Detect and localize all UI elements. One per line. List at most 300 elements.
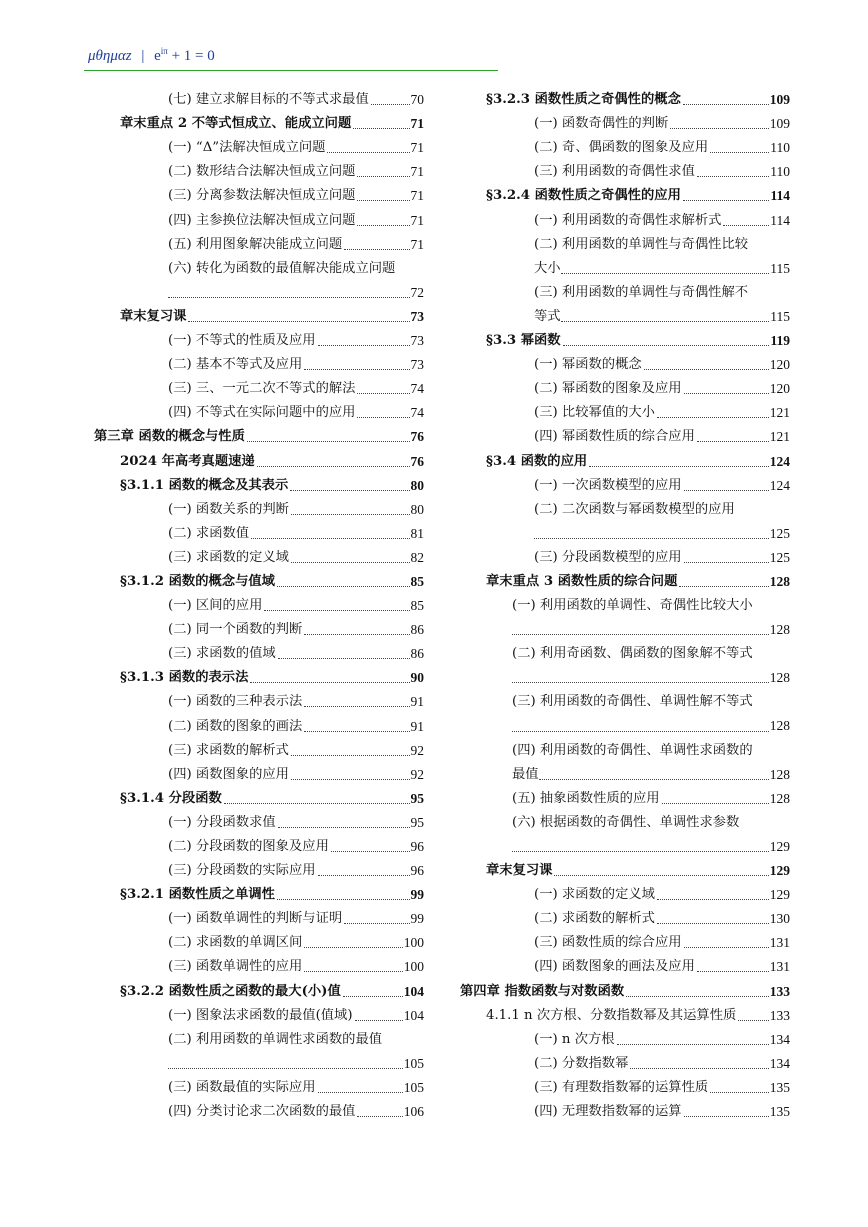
toc-page-number: 95 xyxy=(410,814,424,830)
toc-entry[interactable] xyxy=(94,835,424,859)
toc-entry-title: (二) 利用奇函数、偶函数的图象解不等式 xyxy=(512,646,753,662)
toc-entry[interactable] xyxy=(460,353,790,377)
dot-leader xyxy=(304,369,409,370)
dot-leader xyxy=(318,1092,403,1093)
dot-leader xyxy=(561,273,770,274)
toc-entry-title: (六) 转化为函数的最值解决能成立问题 xyxy=(168,260,396,276)
toc-entry-title: (一) 利用函数的单调性、奇偶性比较大小 xyxy=(512,597,753,613)
dot-leader xyxy=(357,176,409,177)
toc-entry-title: (三) 求函数的解析式 xyxy=(168,742,289,758)
dot-leader xyxy=(318,875,410,876)
toc-entry[interactable] xyxy=(94,1004,424,1028)
dot-leader xyxy=(251,538,409,539)
toc-entry[interactable] xyxy=(460,642,790,690)
toc-entry-title: (一) 利用函数的奇偶性求解析式 xyxy=(534,212,722,228)
dot-leader xyxy=(697,441,769,442)
toc-entry[interactable] xyxy=(94,305,424,329)
toc-entry-title: (二) 分数指数幂 xyxy=(534,1055,629,1071)
toc-entry-title: (三) 分段函数模型的应用 xyxy=(534,549,682,565)
toc-page-number: 81 xyxy=(410,525,424,541)
toc-entry[interactable] xyxy=(94,425,424,449)
toc-entry[interactable] xyxy=(94,883,424,907)
toc-entry[interactable] xyxy=(460,883,790,907)
toc-entry-title: (一) 幂函数的概念 xyxy=(534,357,642,373)
toc-page-number: 121 xyxy=(769,429,790,445)
toc-entry[interactable] xyxy=(460,570,790,594)
dot-leader xyxy=(697,971,769,972)
toc-entry[interactable] xyxy=(94,208,424,232)
toc-entry[interactable] xyxy=(460,425,790,449)
toc-page-number: 71 xyxy=(410,188,424,204)
toc-entry[interactable] xyxy=(460,281,790,329)
dot-leader xyxy=(224,803,410,804)
toc-page-number: 125 xyxy=(769,549,790,565)
toc-entry[interactable] xyxy=(460,1100,790,1124)
dot-leader xyxy=(657,899,769,900)
toc-entry-title: (二) 基本不等式及应用 xyxy=(168,357,303,373)
toc-entry[interactable] xyxy=(94,714,424,738)
toc-entry-title-cont: 大小 xyxy=(534,260,561,276)
toc-page-number: 129 xyxy=(769,887,790,903)
toc-page-number: 86 xyxy=(410,646,424,662)
toc-entry[interactable] xyxy=(94,739,424,763)
toc-entry[interactable] xyxy=(460,112,790,136)
toc-entry[interactable] xyxy=(460,208,790,232)
toc-entry-title: (二) 同一个函数的判断 xyxy=(168,622,303,638)
toc-entry[interactable] xyxy=(460,594,790,642)
toc-entry-title: (一) “Δ”法解决恒成立问题 xyxy=(168,140,326,156)
dot-leader xyxy=(291,755,410,756)
toc-page-number: 128 xyxy=(769,766,790,782)
toc-entry[interactable] xyxy=(94,618,424,642)
toc-entry-title: (二) 幂函数的图象及应用 xyxy=(534,381,682,397)
dot-leader xyxy=(589,466,769,467)
toc-entry[interactable] xyxy=(94,1076,424,1100)
toc-page-number: 73 xyxy=(410,333,424,349)
toc-entry-title: (三) 分离参数法解决恒成立问题 xyxy=(168,188,356,204)
toc-page-number: 100 xyxy=(403,935,424,951)
brand-logo-text: μθημαz xyxy=(88,48,132,64)
toc-page-number: 71 xyxy=(410,236,424,252)
dot-leader xyxy=(304,634,409,635)
toc-entry-title: (一) 区间的应用 xyxy=(168,598,263,614)
dot-leader xyxy=(257,466,410,467)
toc-entry[interactable] xyxy=(460,955,790,979)
toc-entry-title: §3.4 函数的应用 xyxy=(486,453,588,469)
dot-leader xyxy=(657,923,769,924)
dot-leader xyxy=(357,417,409,418)
dot-leader xyxy=(188,321,409,322)
toc-entry[interactable] xyxy=(94,449,424,473)
toc-entry-title: (五) 利用图象解决能成立问题 xyxy=(168,236,343,252)
toc-page-number: 119 xyxy=(770,333,790,349)
toc-entry[interactable] xyxy=(94,955,424,979)
toc-entry-title: (二) 求函数值 xyxy=(168,525,250,541)
toc-entry[interactable] xyxy=(460,739,790,787)
toc-entry[interactable] xyxy=(94,474,424,498)
toc-page-number: 71 xyxy=(410,164,424,180)
toc-page-number: 131 xyxy=(769,959,790,975)
dot-leader xyxy=(344,923,409,924)
dot-leader xyxy=(343,996,403,997)
toc-entry-title: 2024 年高考真题速递 xyxy=(120,453,255,469)
dot-leader xyxy=(679,586,768,587)
toc-entry[interactable] xyxy=(460,401,790,425)
toc-page-number: 80 xyxy=(410,477,424,493)
toc-entry-title: (二) 数形结合法解决恒成立问题 xyxy=(168,164,356,180)
toc-entry[interactable] xyxy=(94,88,424,112)
toc-entry-title: 第三章 函数的概念与性质 xyxy=(94,429,245,445)
toc-entry[interactable] xyxy=(94,979,424,1003)
toc-entry-title: §3.1.2 函数的概念与值域 xyxy=(120,573,275,589)
toc-page-number: 92 xyxy=(410,742,424,758)
dot-leader xyxy=(738,1020,768,1021)
toc-page-number: 100 xyxy=(403,959,424,975)
toc-entry-title: §3.3 幂函数 xyxy=(486,333,561,349)
toc-entry[interactable] xyxy=(94,787,424,811)
toc-entry-title: 章末重点 2 不等式恒成立、能成立问题 xyxy=(120,116,352,132)
dot-leader xyxy=(630,1068,768,1069)
dot-leader xyxy=(512,851,769,852)
toc-entry-title: §3.2.2 函数性质之函数的最大(小)值 xyxy=(120,983,341,999)
toc-page-number: 96 xyxy=(410,863,424,879)
dot-leader xyxy=(353,128,409,129)
toc-page-number: 128 xyxy=(769,622,790,638)
dot-leader xyxy=(290,490,409,491)
toc-page-number: 120 xyxy=(769,381,790,397)
toc-entry[interactable] xyxy=(460,787,790,811)
toc-entry-title: (三) 求函数的值域 xyxy=(168,646,276,662)
toc-page-number: 104 xyxy=(403,983,424,999)
toc-page-number: 73 xyxy=(410,357,424,373)
dot-leader xyxy=(277,586,410,587)
toc-entry-title: (二) 分段函数的图象及应用 xyxy=(168,839,329,854)
toc-page-number: 128 xyxy=(769,790,790,806)
dot-leader xyxy=(291,514,410,515)
toc-page-number: 86 xyxy=(410,622,424,638)
toc-entry[interactable] xyxy=(94,859,424,883)
toc-page-number: 133 xyxy=(769,1007,790,1023)
toc-entry-title: (一) 函数奇偶性的判断 xyxy=(534,116,669,132)
dot-leader xyxy=(683,200,770,201)
dot-leader xyxy=(512,682,769,683)
toc-entry[interactable] xyxy=(460,690,790,738)
toc-page-number: 121 xyxy=(769,405,790,421)
dot-leader xyxy=(357,393,409,394)
toc-entry-title: §3.2.1 函数性质之单调性 xyxy=(120,887,275,903)
dot-leader xyxy=(626,996,769,997)
toc-page-number: 82 xyxy=(410,549,424,565)
toc-entry-title-cont: 最值 xyxy=(512,766,539,782)
dot-leader xyxy=(710,152,769,153)
toc-page-number: 114 xyxy=(770,188,790,204)
dot-leader xyxy=(684,1116,769,1117)
toc-entry[interactable] xyxy=(94,329,424,353)
toc-page-number: 99 xyxy=(410,911,424,927)
toc-entry-title: (一) 一次函数模型的应用 xyxy=(534,477,682,493)
toc-entry-title: (五) 抽象函数性质的应用 xyxy=(512,790,660,806)
dot-leader xyxy=(304,971,402,972)
toc-entry[interactable] xyxy=(94,811,424,835)
toc-page-number: 85 xyxy=(410,573,424,589)
dot-leader xyxy=(344,249,409,250)
toc-entry-title: (一) 求函数的定义域 xyxy=(534,887,655,903)
dot-leader xyxy=(512,634,769,635)
toc-page-number: 95 xyxy=(410,790,424,806)
toc-page-number: 85 xyxy=(410,598,424,614)
toc-entry-title: §3.1.1 函数的概念及其表示 xyxy=(120,477,289,493)
dot-leader xyxy=(331,851,410,852)
toc-entry[interactable] xyxy=(94,907,424,931)
toc-page-number: 131 xyxy=(769,935,790,951)
header-rule xyxy=(84,70,498,71)
toc-page-number: 125 xyxy=(769,525,790,541)
toc-page-number: 96 xyxy=(410,839,424,854)
toc-page-number: 128 xyxy=(769,670,790,686)
toc-entry-title: (一) 函数关系的判断 xyxy=(168,501,289,517)
toc-entry-title: (一) 图象法求函数的最值(值域) xyxy=(168,1007,353,1023)
toc-entry[interactable] xyxy=(94,353,424,377)
toc-page-number: 135 xyxy=(769,1104,790,1120)
toc-entry[interactable] xyxy=(94,377,424,401)
toc-entry-title-cont: 等式 xyxy=(534,308,561,324)
toc-entry[interactable] xyxy=(94,257,424,305)
toc-entry[interactable] xyxy=(460,449,790,473)
toc-entry[interactable] xyxy=(94,1028,424,1076)
toc-entry-title: (二) 二次函数与幂函数模型的应用 xyxy=(534,501,735,517)
toc-entry-title: (四) 幂函数性质的综合应用 xyxy=(534,429,695,445)
toc-entry[interactable] xyxy=(460,1004,790,1028)
dot-leader xyxy=(710,1092,769,1093)
dot-leader xyxy=(512,731,769,732)
toc-entry-title: (三) 利用函数的单调性与奇偶性解不 xyxy=(534,284,749,300)
toc-entry[interactable] xyxy=(460,1052,790,1076)
toc-right-column xyxy=(460,88,790,1124)
toc-entry-title: (三) 函数性质的综合应用 xyxy=(534,935,682,951)
toc-entry-title: 第四章 指数函数与对数函数 xyxy=(460,983,625,999)
toc-page-number: 106 xyxy=(403,1104,424,1120)
toc-page-number: 104 xyxy=(403,1007,424,1023)
toc-page-number: 71 xyxy=(410,212,424,228)
toc-entry-title: (二) 奇、偶函数的图象及应用 xyxy=(534,140,709,156)
toc-entry[interactable] xyxy=(460,498,790,546)
toc-entry-title: (三) 比较幂值的大小 xyxy=(534,405,655,421)
toc-entry[interactable] xyxy=(460,546,790,570)
dot-leader xyxy=(168,1068,403,1069)
toc-entry-title: (二) 利用函数的单调性求函数的最值 xyxy=(168,1031,383,1047)
toc-page-number: 74 xyxy=(410,381,424,397)
toc-page-number: 74 xyxy=(410,405,424,421)
header-separator: | xyxy=(141,48,145,64)
toc-entry-title: (一) 分段函数求值 xyxy=(168,814,276,830)
toc-entry-title: §3.1.4 分段函数 xyxy=(120,790,222,806)
dot-leader xyxy=(318,345,410,346)
toc-page-number: 80 xyxy=(410,501,424,517)
toc-page-number: 115 xyxy=(770,308,790,324)
dot-leader xyxy=(684,490,769,491)
toc-entry[interactable] xyxy=(460,136,790,160)
toc-page-number: 105 xyxy=(403,1055,424,1071)
toc-entry[interactable] xyxy=(460,184,790,208)
toc-entry[interactable] xyxy=(94,763,424,787)
toc-entry-title: (三) 函数单调性的应用 xyxy=(168,959,303,975)
toc-page-number: 72 xyxy=(410,284,424,300)
toc-entry-title: (六) 根据函数的奇偶性、单调性求参数 xyxy=(512,814,740,830)
toc-entry-title: (四) 无理数指数幂的运算 xyxy=(534,1104,682,1120)
toc-page-number: 134 xyxy=(769,1055,790,1071)
toc-entry-title: (三) 利用函数的奇偶性、单调性解不等式 xyxy=(512,694,753,710)
toc-page-number: 109 xyxy=(769,92,790,108)
toc-page-number: 91 xyxy=(410,694,424,710)
toc-page-number: 76 xyxy=(410,453,424,469)
toc-page-number: 99 xyxy=(410,887,424,903)
dot-leader xyxy=(683,104,769,105)
toc-entry-title: 章末复习课 xyxy=(486,863,553,879)
toc-entry-title: §3.1.3 函数的表示法 xyxy=(120,670,249,686)
toc-entry[interactable] xyxy=(94,233,424,257)
euler-formula: $e^{i\pi} + 1 = 0$ xyxy=(154,46,215,64)
page-header xyxy=(88,46,215,68)
toc-entry-title: (三) 利用函数的奇偶性求值 xyxy=(534,164,695,180)
dot-leader xyxy=(617,1044,769,1045)
toc-page-number: 120 xyxy=(769,357,790,373)
toc-entry-title: (一) 不等式的性质及应用 xyxy=(168,333,316,349)
toc-entry[interactable] xyxy=(94,570,424,594)
toc-entry-title: (一) n 次方根 xyxy=(534,1031,615,1047)
toc-entry[interactable] xyxy=(94,401,424,425)
toc-entry[interactable] xyxy=(94,594,424,618)
dot-leader xyxy=(697,176,769,177)
toc-entry[interactable] xyxy=(460,931,790,955)
dot-leader xyxy=(662,803,769,804)
toc-entry-title: (二) 求函数的单调区间 xyxy=(168,935,303,951)
dot-leader xyxy=(371,104,410,105)
toc-entry-title: (四) 利用函数的奇偶性、单调性求函数的 xyxy=(512,742,753,758)
dot-leader xyxy=(250,682,409,683)
dot-leader xyxy=(561,321,770,322)
dot-leader xyxy=(644,369,769,370)
toc-page-number: 71 xyxy=(410,140,424,156)
toc-entry[interactable] xyxy=(460,979,790,1003)
toc-page-number: 114 xyxy=(770,212,790,228)
toc-entry-title: (三) 三、一元二次不等式的解法 xyxy=(168,381,356,397)
toc-page-number: 129 xyxy=(769,838,790,854)
toc-page-number: 71 xyxy=(410,116,424,132)
dot-leader xyxy=(723,225,769,226)
dot-leader xyxy=(684,393,769,394)
toc-entry[interactable] xyxy=(460,88,790,112)
toc-entry-title: (四) 分类讨论求二次函数的最值 xyxy=(168,1104,356,1120)
toc-entry-title: (二) 求函数的解析式 xyxy=(534,911,655,927)
toc-entry[interactable] xyxy=(94,498,424,522)
dot-leader xyxy=(291,779,410,780)
dot-leader xyxy=(554,875,768,876)
toc-page-number: 70 xyxy=(410,92,424,108)
dot-leader xyxy=(264,610,409,611)
dot-leader xyxy=(657,417,769,418)
toc-entry[interactable] xyxy=(460,329,790,353)
toc-page-number: 92 xyxy=(410,766,424,782)
dot-leader xyxy=(278,658,410,659)
toc-entry[interactable] xyxy=(460,1028,790,1052)
dot-leader xyxy=(357,1116,402,1117)
toc-entry[interactable] xyxy=(460,811,790,859)
toc-entry-title: (一) 函数的三种表示法 xyxy=(168,694,303,710)
toc-entry[interactable] xyxy=(460,859,790,883)
toc-page-number: 115 xyxy=(770,260,790,276)
toc-page-number: 128 xyxy=(769,718,790,734)
toc-page-number: 129 xyxy=(769,863,790,879)
toc-page-number: 76 xyxy=(410,429,424,445)
toc-page-number: 134 xyxy=(769,1031,790,1047)
dot-leader xyxy=(534,538,769,539)
toc-entry[interactable] xyxy=(460,377,790,401)
dot-leader xyxy=(355,1020,403,1021)
toc-entry[interactable] xyxy=(460,474,790,498)
toc-entry[interactable] xyxy=(94,642,424,666)
toc-entry-title: §3.2.4 函数性质之奇偶性的应用 xyxy=(486,188,681,204)
dot-leader xyxy=(247,441,410,442)
toc-page-number: 105 xyxy=(403,1079,424,1095)
toc-entry-title: (四) 函数图象的画法及应用 xyxy=(534,959,695,975)
dot-leader xyxy=(291,562,410,563)
toc-page-number: 110 xyxy=(770,164,790,180)
toc-entry[interactable] xyxy=(94,136,424,160)
toc-entry[interactable] xyxy=(94,112,424,136)
toc-entry-title: (四) 不等式在实际问题中的应用 xyxy=(168,405,356,421)
toc-entry[interactable] xyxy=(94,1100,424,1124)
toc-entry-title: (三) 求函数的定义域 xyxy=(168,549,289,565)
toc-entry[interactable] xyxy=(460,233,790,281)
toc-page-number: 90 xyxy=(410,670,424,686)
toc-entry-title: (三) 有理数指数幂的运算性质 xyxy=(534,1079,709,1095)
dot-leader xyxy=(277,899,410,900)
toc-entry-title: (二) 函数的图象的画法 xyxy=(168,718,303,734)
toc-page-number: 130 xyxy=(769,911,790,927)
toc-page-number: 109 xyxy=(769,116,790,132)
toc-page-number: 124 xyxy=(769,453,790,469)
dot-leader xyxy=(563,345,770,346)
toc-entry[interactable] xyxy=(94,184,424,208)
toc-entry-title: (三) 分段函数的实际应用 xyxy=(168,863,316,879)
toc-entry-title: 章末重点 3 函数性质的综合问题 xyxy=(486,573,678,589)
toc-entry-title: (一) 函数单调性的判断与证明 xyxy=(168,911,343,927)
toc-entry-title: §3.2.3 函数性质之奇偶性的概念 xyxy=(486,92,681,108)
toc-page-number: 135 xyxy=(769,1079,790,1095)
toc-entry[interactable] xyxy=(94,160,424,184)
dot-leader xyxy=(304,947,402,948)
dot-leader xyxy=(684,947,769,948)
toc-entry-title: (二) 利用函数的单调性与奇偶性比较 xyxy=(534,236,749,252)
toc-entry[interactable] xyxy=(460,907,790,931)
toc-entry[interactable] xyxy=(94,522,424,546)
toc-page-number: 128 xyxy=(769,573,790,589)
toc-left-column xyxy=(94,88,424,1124)
dot-leader xyxy=(670,128,768,129)
dot-leader xyxy=(684,562,769,563)
toc-entry[interactable] xyxy=(460,160,790,184)
dot-leader xyxy=(327,152,409,153)
toc-page-number: 110 xyxy=(770,140,790,156)
toc-entry[interactable] xyxy=(94,931,424,955)
toc-entry[interactable] xyxy=(94,546,424,570)
toc-entry[interactable] xyxy=(460,1076,790,1100)
toc-entry-title: (七) 建立求解目标的不等式求最值 xyxy=(168,92,369,108)
toc-entry[interactable] xyxy=(94,666,424,690)
dot-leader xyxy=(168,297,410,298)
toc-entry-title: (三) 函数最值的实际应用 xyxy=(168,1079,316,1095)
toc-entry[interactable] xyxy=(94,690,424,714)
